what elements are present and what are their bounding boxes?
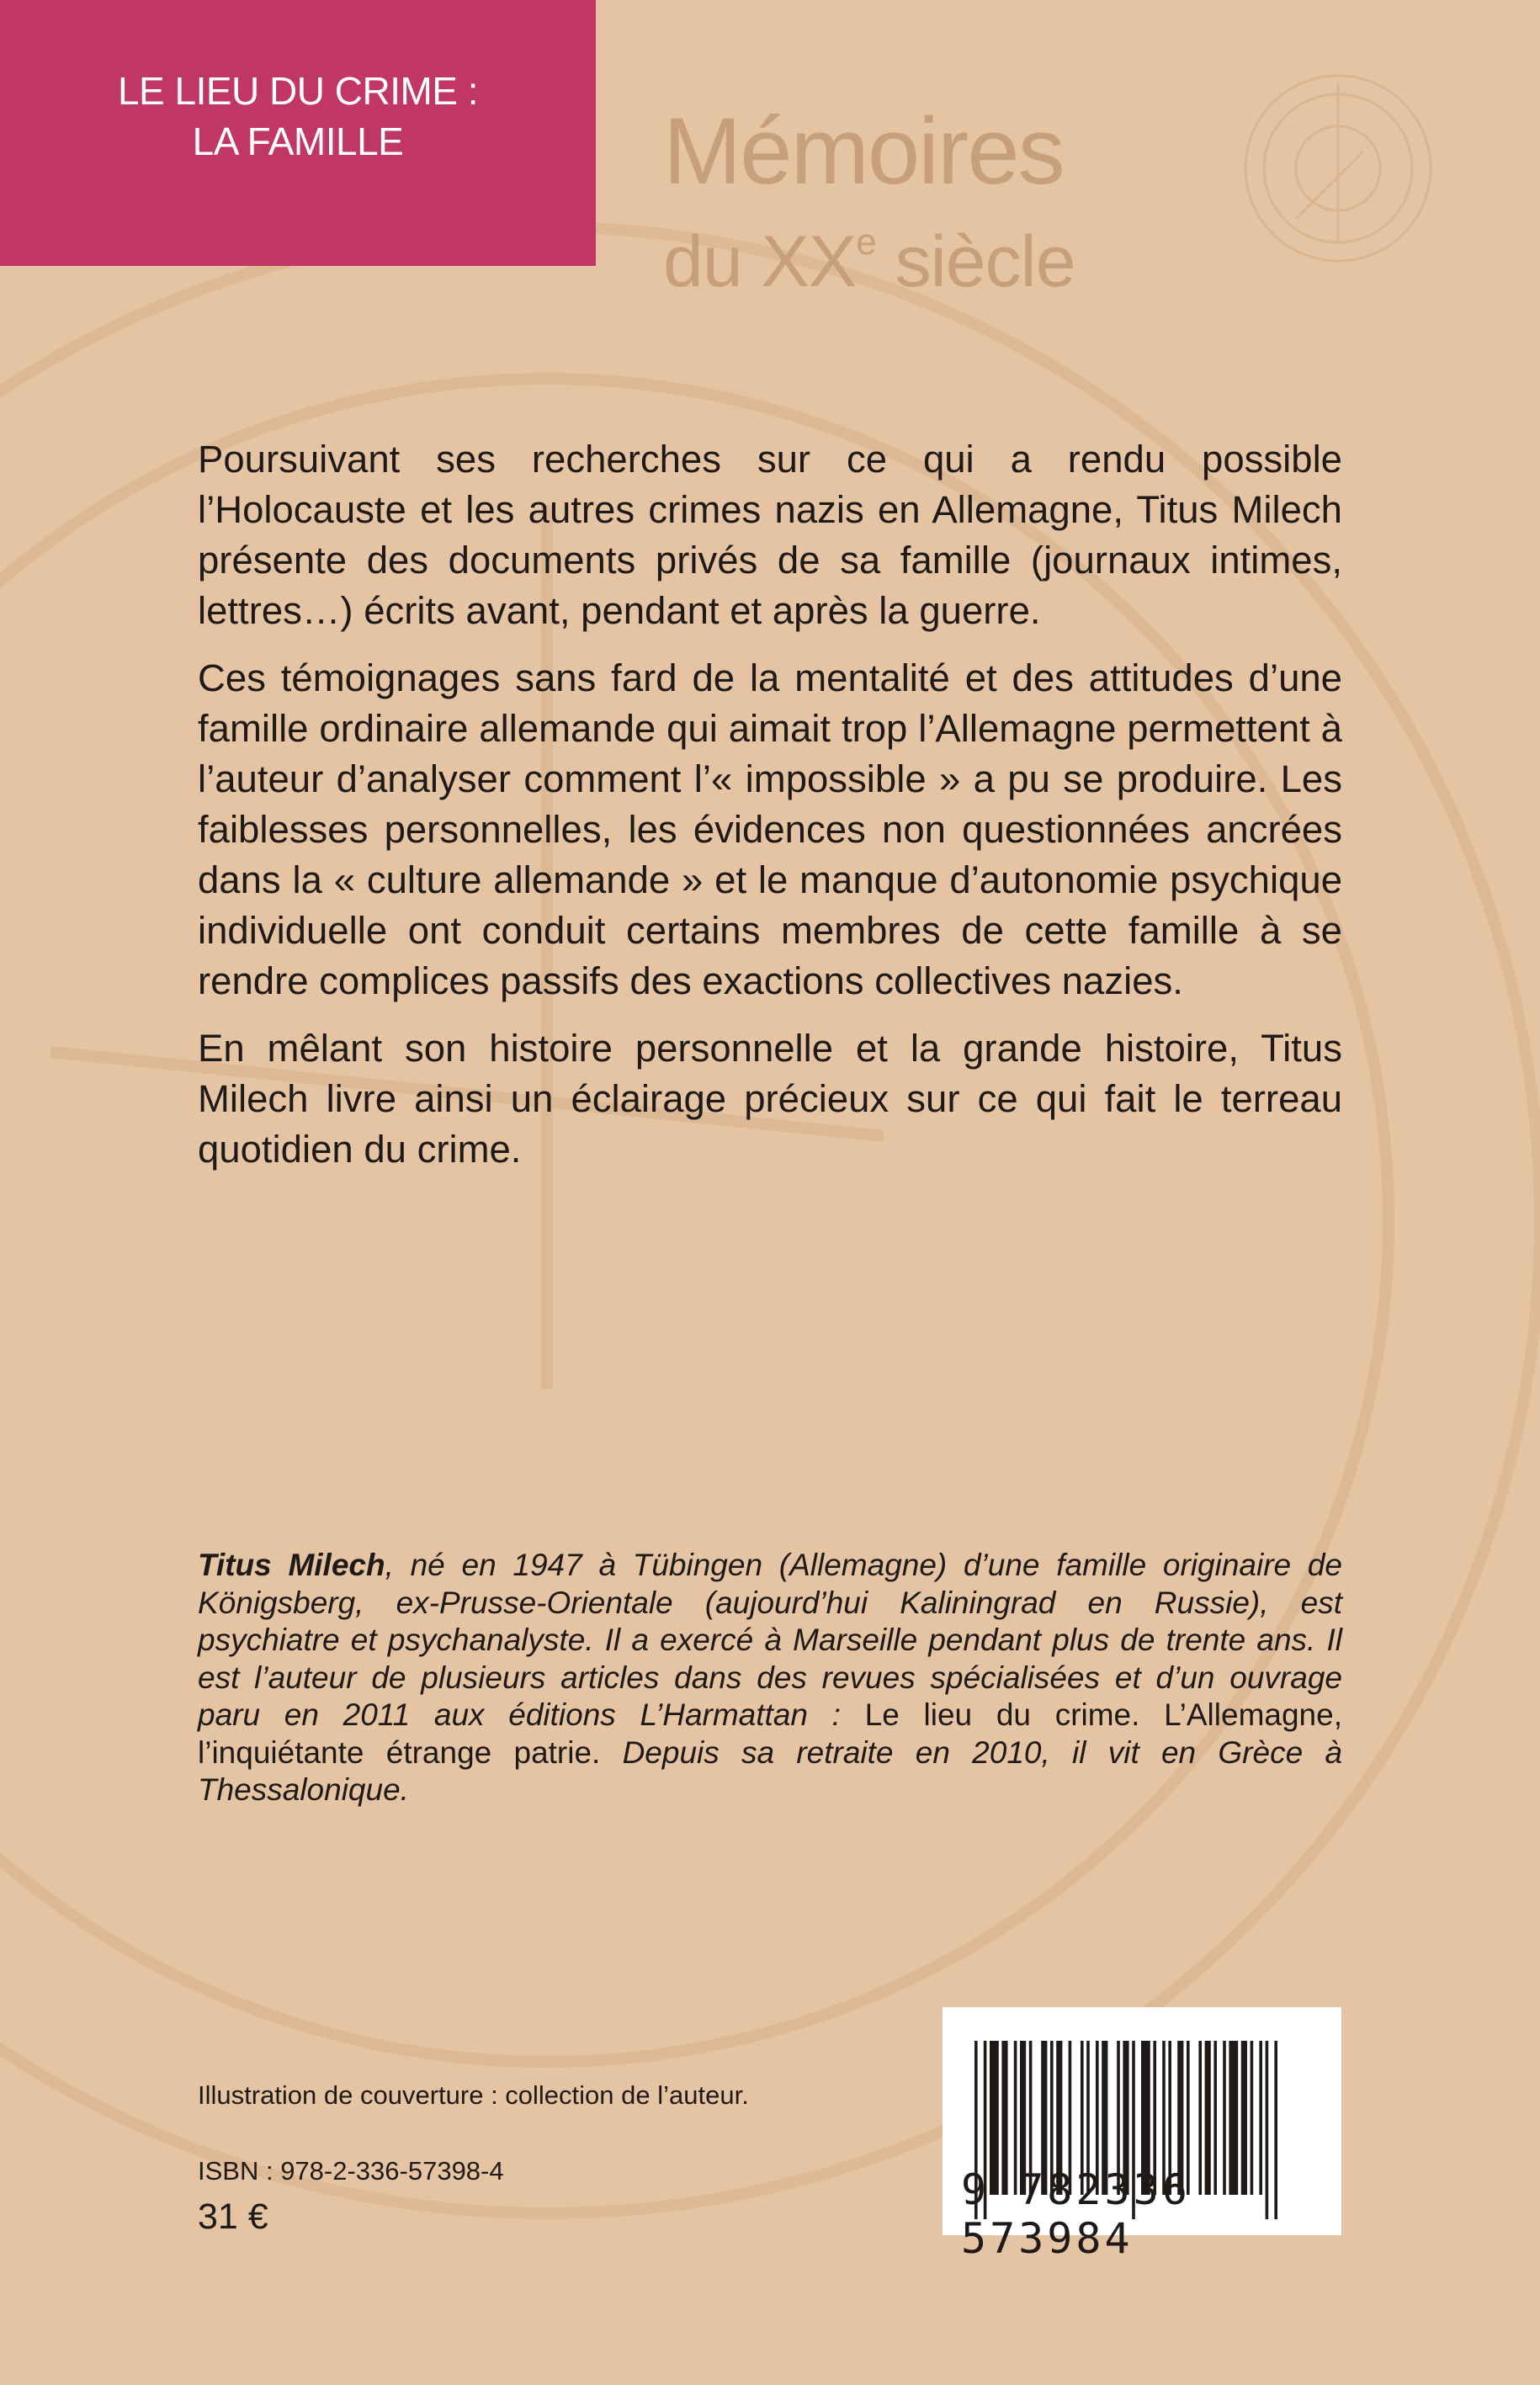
series-title [663, 98, 1075, 302]
blurb-paragraph: En mêlant son histoire personnelle et la grande histoire, Titus Milech livre ainsi un éclairage précieux sur ce qui fait le terreau quotidien du crime. [198, 1027, 1342, 1171]
blurb-paragraph: Poursuivant ses recherches sur ce qui a rendu possible l’Holocauste et les autres crimes nazis en Allemagne, Titus Milech présente des documents privés de sa famille (journaux intimes, lettres…) écrits avant, pendant et après la guerre. [198, 438, 1342, 632]
book-reference: Le lieu du crime. L’Allemagne, l’inquiétante étrange patrie. [198, 1697, 1342, 1770]
author-bio [198, 1547, 1342, 1809]
price: 31 € [198, 2196, 268, 2237]
book-title-line-1: LE LIEU DU CRIME : [117, 69, 479, 113]
series-line-1: Mémoires [663, 98, 1064, 204]
illustration-credit: Illustration de couverture : collection de l’auteur. [198, 2080, 749, 2110]
isbn: ISBN : 978-2-336-57398-4 [198, 2156, 504, 2186]
blurb-paragraph: Ces témoignages sans fard de la mentalité et des attitudes d’une famille ordinaire allemande qui aimait trop l’Allemagne permettent à l’auteur d’analyser comment l’« impossible » a pu se produire. Les faiblesses personnelles, les évidences non questionnées ancrées dans la « culture allemande » et le manque d’autonomie psychique individuelle ont conduit certains membres de cette famille à se rendre complices passifs des exactions collectives nazies. [198, 656, 1342, 1002]
barcode-number: 9 782336 573984 [961, 2165, 1191, 2263]
bio-text: , né en 1947 à Tübingen (Allemagne) d’une famille originaire de Königsberg, ex-Prusse-Orientale (aujourd’hui Kaliningrad en Russie), est psychiatre et psychanalyste. Il a exercé à Marseille pendant plus de trente ans. Il est l’auteur de plusieurs articles dans des revues spécialisées et d’un ouvrage paru en 2011 aux éditions L’Harmattan : [198, 1548, 1342, 1732]
series-prefix: du XX [663, 221, 857, 302]
author-name: Titus Milech [198, 1548, 385, 1582]
series-suffix: siècle [875, 221, 1075, 302]
book-title-box [0, 0, 596, 266]
book-title-line-2: LA FAMILLE [192, 120, 404, 163]
barcode [943, 2007, 1341, 2263]
series-line-2 [663, 202, 1075, 302]
series-superscript: e [856, 221, 876, 263]
blurb [198, 434, 1342, 1192]
clock-logo-icon [1245, 76, 1431, 261]
bio-text-end: Depuis sa retraite en 2010, il vit en Grèce à Thessalonique. [198, 1734, 1342, 1807]
